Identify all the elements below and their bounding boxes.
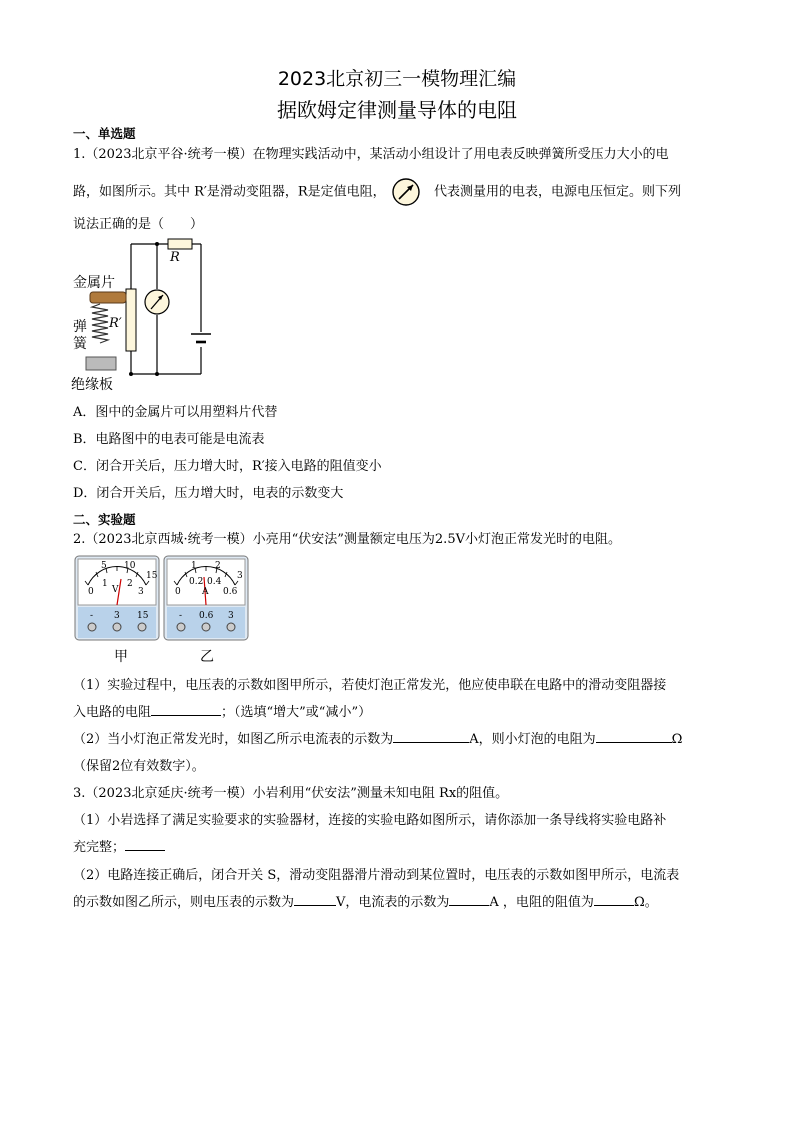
title-line-2: 据欧姆定律测量导体的电阻: [277, 98, 517, 122]
q3-p2-text-b: 的示数如图乙所示，则电压表的示数为: [73, 895, 295, 910]
q2-blank-3[interactable]: [596, 730, 672, 743]
q2-p1-line-2: [73, 701, 371, 720]
q1-line-3: 说法正确的是（ ）: [73, 217, 204, 232]
ammeter-top-1: 1: [191, 561, 197, 571]
q2-p2-text-b: A，则小灯泡的电阻为: [469, 732, 596, 747]
q1-option-c[interactable]: C．闭合开关后，压力增大时，R′接入电路的阻值变小: [73, 459, 382, 474]
q3-p1-line-1: （1）小岩选择了满足实验要求的实验器材，连接的实验电路如图所示，请你添加一条导线将实验电路补: [73, 813, 667, 828]
q2-line-1: 2.（2023北京西城·统考一模）小亮用“伏安法”测量额定电压为2.5V小灯泡正常发光时的电阻。: [73, 532, 621, 547]
q2-blank-1[interactable]: [151, 703, 221, 716]
q1-line-2b: 代表测量用的电表，电源电压恒定。则下列: [433, 184, 681, 200]
meter-symbol-icon: [390, 178, 430, 206]
voltmeter-top-5: 5: [101, 561, 107, 571]
q1-option-d[interactable]: D．闭合开关后，压力增大时，电表的示数变大: [73, 486, 344, 501]
q1-line-2: [73, 178, 681, 206]
caption-yi: 乙: [200, 649, 214, 665]
label-insulation-plate: 绝缘板: [71, 377, 113, 393]
q3-blank-3[interactable]: [449, 893, 489, 906]
ammeter-term-06: 0.6: [199, 611, 214, 621]
ammeter-term-minus: -: [179, 611, 183, 621]
q3-blank-4[interactable]: [594, 893, 634, 906]
q1-line-1: 1.（2023北京平谷·统考一模）在物理实践活动中，某活动小组设计了用电表反映弹簧所受压力大小的电: [73, 147, 669, 162]
q3-line-1: 3.（2023北京延庆·统考一模）小岩利用“伏安法”测量未知电阻 Rx的阻值。: [73, 786, 509, 801]
meter-ammeter-figure: [163, 555, 249, 641]
ammeter-unit: A: [202, 587, 209, 597]
voltmeter-term-3: 3: [114, 611, 120, 621]
q3-p1-line-2: [73, 836, 165, 855]
q1-line-2a: 路，如图所示。其中 R′是滑动变阻器，R是定值电阻，: [73, 184, 386, 200]
q3-p2-line-2: [73, 891, 658, 910]
label-metal-plate: 金属片: [73, 275, 115, 291]
q1-option-b[interactable]: B．电路图中的电表可能是电流表: [73, 432, 265, 447]
voltmeter-term-15: 15: [137, 611, 149, 621]
voltmeter-mid-1: 1: [102, 579, 108, 589]
q3-p1-text-b: 充完整；: [73, 840, 126, 855]
section-single-choice: 一、单选题: [73, 126, 136, 141]
ammeter-mid-04: 0.4: [207, 577, 222, 587]
voltmeter-mid-3: 3: [138, 587, 144, 597]
q3-p2-text-e: Ω。: [633, 895, 658, 910]
ammeter-term-3: 3: [228, 611, 234, 621]
label-spring-1: 弹: [73, 319, 87, 335]
voltmeter-top-10: 10: [124, 561, 136, 571]
section-experiment: 二、实验题: [73, 512, 136, 527]
label-R: R: [170, 250, 180, 265]
q3-blank-1[interactable]: [125, 838, 165, 851]
q2-blank-2[interactable]: [393, 730, 469, 743]
meter-voltmeter-figure: [74, 555, 160, 641]
ammeter-mid-02: 0.2: [189, 577, 204, 587]
q2-p1-line-1: （1）实验过程中，电压表的示数如图甲所示，若使灯泡正常发光，他应使串联在电路中的滑动变阻器接: [73, 678, 667, 693]
q1-option-a[interactable]: A．图中的金属片可以用塑料片代替: [73, 405, 278, 420]
ammeter-mid-3: 3: [237, 571, 243, 581]
voltmeter-term-minus: -: [90, 611, 94, 621]
q2-p2-text-c: Ω: [671, 732, 683, 747]
q3-p2-text-c: V，电流表的示数为: [336, 895, 450, 910]
ammeter-mid-0: 0: [175, 587, 181, 597]
ammeter-mid-06: 0.6: [223, 587, 238, 597]
q3-p2-line-1: （2）电路连接正确后，闭合开关 S，滑动变阻器滑片滑动到某位置时，电压表的示数如图甲所示，电流表: [73, 868, 680, 883]
q2-p1-text-b: 入电路的电阻: [73, 705, 152, 720]
q2-p1-text-c: ；（选填“增大”或“减小”）: [221, 705, 372, 720]
ammeter-top-2: 2: [215, 561, 221, 571]
q3-blank-2[interactable]: [294, 893, 336, 906]
caption-jia: 甲: [114, 649, 128, 665]
q1-circuit-figure: [70, 234, 220, 394]
title-line-1: 2023北京初三一模物理汇编: [277, 68, 517, 90]
voltmeter-mid-0: 0: [88, 587, 94, 597]
voltmeter-mid-15: 15: [146, 571, 158, 581]
q3-p2-text-d: A ，电阻的阻值为: [489, 895, 594, 910]
q2-p2-text-a: （2）当小灯泡正常发光时，如图乙所示电流表的示数为: [73, 732, 394, 747]
label-R-prime: R′: [109, 316, 122, 331]
q2-p2-line-2: （保留2位有效数字）。: [73, 759, 205, 774]
q2-p2-line-1: [73, 728, 682, 747]
label-spring-2: 簧: [73, 336, 87, 352]
voltmeter-mid-2: 2: [127, 579, 133, 589]
voltmeter-unit: V: [112, 585, 119, 595]
